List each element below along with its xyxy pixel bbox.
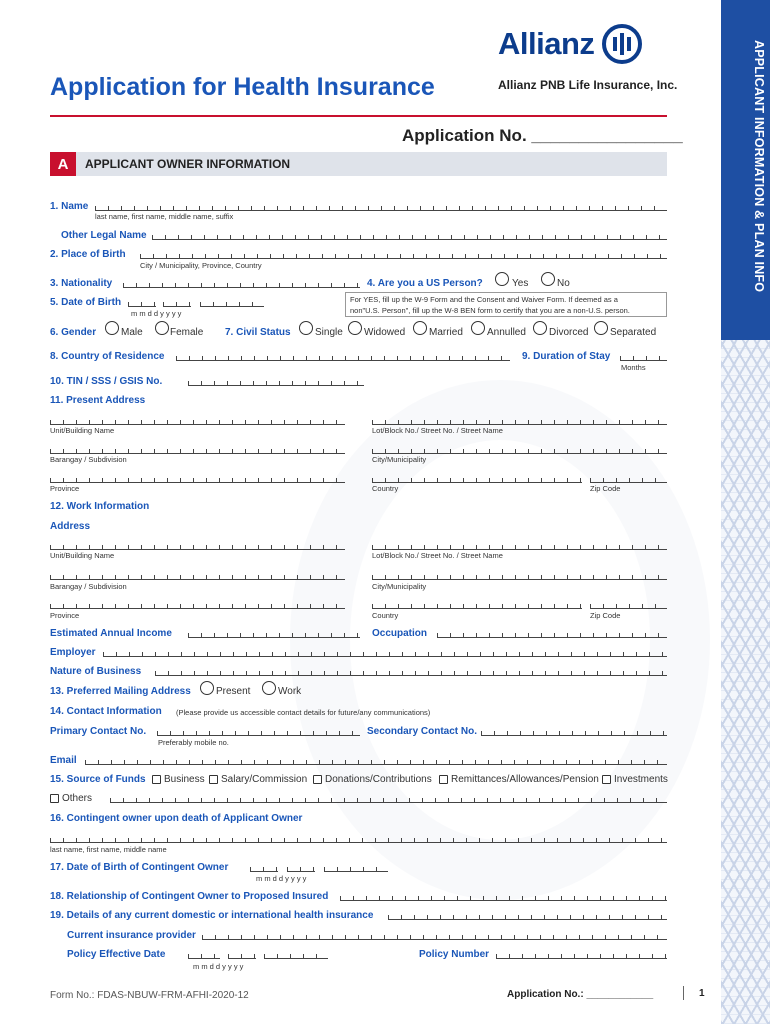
footer-divider [683, 986, 684, 1000]
annual-income-label: Estimated Annual Income [50, 628, 172, 639]
funds-business-label: Business [164, 774, 205, 785]
mailing-present-radio[interactable] [200, 681, 214, 695]
contact-info-label: 14. Contact Information [50, 706, 162, 717]
email-label: Email [50, 755, 77, 766]
other-insurance-input[interactable] [388, 912, 667, 920]
contingent-owner-label: 16. Contingent owner upon death of Applicant Owner [50, 813, 303, 824]
place-of-birth-hint: City / Municipality, Province, Country [140, 261, 262, 270]
tin-label: 10. TIN / SSS / GSIS No. [50, 376, 163, 387]
mailing-work-radio[interactable] [262, 681, 276, 695]
present-barangay-input[interactable] [50, 446, 345, 454]
secondary-contact-input[interactable] [481, 728, 667, 736]
employer-label: Employer [50, 647, 96, 658]
policy-effective-date-label: Policy Effective Date [67, 949, 166, 960]
primary-contact-input[interactable] [157, 728, 360, 736]
country-of-residence-label: 8. Country of Residence [50, 351, 165, 362]
other-legal-name-input[interactable] [152, 232, 667, 240]
work-province-hint: Province [50, 611, 80, 620]
work-zip-hint: Zip Code [590, 611, 621, 620]
civil-divorced-label: Divorced [549, 327, 589, 338]
place-of-birth-label: 2. Place of Birth [50, 249, 126, 260]
present-country-hint: Country [372, 484, 399, 493]
funds-others-label: Others [62, 793, 93, 804]
funds-investments-label: Investments [614, 774, 668, 785]
dob-day-input[interactable] [163, 299, 191, 307]
side-band-pattern [721, 340, 770, 1024]
work-province-input[interactable] [50, 601, 345, 609]
funds-salary-label: Salary/Commission [221, 774, 308, 785]
funds-salary-checkbox[interactable] [209, 775, 218, 784]
contingent-owner-hint: last name, first name, middle name [50, 845, 167, 854]
relationship-label: 18. Relationship of Contingent Owner to Proposed Insured [50, 891, 329, 902]
civil-widowed-radio[interactable] [348, 321, 362, 335]
work-barangay-hint: Barangay / Subdivision [50, 582, 127, 591]
us-person-no-radio[interactable] [541, 272, 555, 286]
footer-application-number: Application No.: ____________ [507, 989, 654, 1000]
civil-separated-radio[interactable] [594, 321, 608, 335]
gender-male-radio[interactable] [105, 321, 119, 335]
dob-hint: m m d d y y y y [131, 309, 182, 318]
nationality-input[interactable] [123, 280, 360, 288]
funds-others-checkbox[interactable] [50, 794, 59, 803]
relationship-input[interactable] [340, 893, 667, 901]
civil-married-radio[interactable] [413, 321, 427, 335]
occupation-input[interactable] [437, 630, 667, 638]
present-province-input[interactable] [50, 475, 345, 483]
policy-number-input[interactable] [496, 951, 667, 959]
present-barangay-hint: Barangay / Subdivision [50, 455, 127, 464]
secondary-contact-label: Secondary Contact No. [367, 726, 478, 737]
civil-status-label: 7. Civil Status [225, 327, 291, 338]
work-info-label: 12. Work Information [50, 501, 150, 512]
section-title: APPLICANT OWNER INFORMATION [85, 157, 291, 171]
us-person-note-line1: For YES, fill up the W-9 Form and the Consent and Waiver Form. If deemed as a [350, 295, 618, 304]
header-divider [50, 115, 667, 117]
name-input[interactable] [95, 203, 667, 211]
date-of-birth-label: 5. Date of Birth [50, 297, 122, 308]
duration-of-stay-input[interactable] [620, 353, 667, 361]
funds-remittances-checkbox[interactable] [439, 775, 448, 784]
other-legal-name-label: Other Legal Name [61, 230, 147, 241]
contingent-dob-hint: m m d d y y y y [256, 874, 307, 883]
contingent-dob-year-input[interactable] [324, 864, 388, 872]
name-hint: last name, first name, middle name, suffix [95, 212, 234, 221]
source-of-funds-label: 15. Source of Funds [50, 774, 146, 785]
policy-date-hint: m m d d y y y y [193, 962, 244, 971]
primary-contact-label: Primary Contact No. [50, 726, 147, 737]
present-country-input[interactable] [372, 475, 582, 483]
application-number: Application No. ________________ [402, 126, 683, 145]
present-unit-input[interactable] [50, 417, 345, 425]
civil-divorced-radio[interactable] [533, 321, 547, 335]
section-letter: A [50, 152, 76, 176]
section-header [50, 152, 667, 176]
contingent-dob-label: 17. Date of Birth of Contingent Owner [50, 862, 229, 873]
logo-text: Allianz [498, 26, 595, 61]
work-country-input[interactable] [372, 601, 582, 609]
civil-single-radio[interactable] [299, 321, 313, 335]
present-city-hint: City/Municipality [372, 455, 427, 464]
present-zip-input[interactable] [590, 475, 667, 483]
civil-married-label: Married [429, 327, 463, 338]
present-unit-hint: Unit/Building Name [50, 426, 115, 435]
tin-input[interactable] [188, 378, 364, 386]
policy-number-label: Policy Number [419, 949, 490, 960]
funds-remittances-label: Remittances/Allowances/Pension [451, 774, 599, 785]
civil-annulled-radio[interactable] [471, 321, 485, 335]
work-address-label: Address [50, 521, 91, 532]
dob-year-input[interactable] [200, 299, 264, 307]
gender-male-label: Male [121, 327, 143, 338]
duration-of-stay-label: 9. Duration of Stay [522, 351, 611, 362]
contingent-dob-month-input[interactable] [250, 864, 278, 872]
form-number: Form No.: FDAS-NBUW-FRM-AFHI-2020-12 [50, 990, 249, 1001]
gender-female-radio[interactable] [155, 321, 169, 335]
nature-of-business-input[interactable] [155, 668, 667, 676]
country-of-residence-input[interactable] [176, 353, 510, 361]
allianz-eagle-icon [602, 24, 642, 64]
current-provider-label: Current insurance provider [67, 930, 196, 941]
present-address-label: 11. Present Address [50, 395, 146, 406]
policy-date-month-input[interactable] [188, 951, 220, 959]
us-person-note [345, 292, 667, 317]
civil-annulled-label: Annulled [487, 327, 526, 338]
side-band-header [721, 0, 770, 340]
work-zip-input[interactable] [590, 601, 667, 609]
contact-info-note: (Please provide us accessible contact details for future/any communications) [176, 708, 431, 717]
policy-date-day-input[interactable] [228, 951, 256, 959]
mailing-present-label: Present [216, 686, 251, 697]
present-zip-hint: Zip Code [590, 484, 621, 493]
page-title: Application for Health Insurance [50, 73, 435, 101]
annual-income-input[interactable] [188, 630, 360, 638]
email-input[interactable] [85, 757, 667, 765]
name-label: 1. Name [50, 201, 89, 212]
side-band [721, 0, 770, 1024]
side-band-title: APPLICANT INFORMATION & PLAN INFO [752, 40, 766, 293]
mailing-work-label: Work [278, 686, 302, 697]
funds-others-input[interactable] [110, 795, 667, 803]
civil-widowed-label: Widowed [364, 327, 406, 338]
present-lot-hint: Lot/Block No./ Street No. / Street Name [372, 426, 503, 435]
contingent-dob-day-input[interactable] [287, 864, 315, 872]
nationality-label: 3. Nationality [50, 278, 113, 289]
us-person-note-line2: non"U.S. Person", fill up the W-8 BEN form to certify that you are a non-U.S. person. [350, 306, 630, 315]
gender-label: 6. Gender [50, 327, 97, 338]
current-provider-input[interactable] [202, 932, 667, 940]
work-city-input[interactable] [372, 572, 667, 580]
work-country-hint: Country [372, 611, 399, 620]
primary-contact-hint: Preferably mobile no. [158, 738, 229, 747]
allianz-watermark [290, 380, 710, 900]
work-barangay-input[interactable] [50, 572, 345, 580]
work-lot-input[interactable] [372, 542, 667, 550]
gender-female-label: Female [170, 327, 204, 338]
place-of-birth-input[interactable] [140, 251, 667, 259]
work-unit-hint: Unit/Building Name [50, 551, 115, 560]
other-insurance-label: 19. Details of any current domestic or international health insurance [50, 910, 374, 921]
us-person-label: 4. Are you a US Person? [367, 278, 483, 289]
work-city-hint: City/Municipality [372, 582, 427, 591]
nature-of-business-label: Nature of Business [50, 666, 142, 677]
us-person-no-label: No [557, 278, 570, 289]
occupation-label: Occupation [372, 628, 428, 639]
civil-single-label: Single [315, 327, 343, 338]
present-city-input[interactable] [372, 446, 667, 454]
mailing-address-label: 13. Preferred Mailing Address [50, 686, 191, 697]
dob-month-input[interactable] [128, 299, 156, 307]
page-number: 1 [699, 988, 705, 999]
policy-date-year-input[interactable] [264, 951, 328, 959]
funds-donations-label: Donations/Contributions [325, 774, 432, 785]
funds-business-checkbox[interactable] [152, 775, 161, 784]
present-province-hint: Province [50, 484, 80, 493]
work-lot-hint: Lot/Block No./ Street No. / Street Name [372, 551, 503, 560]
civil-separated-label: Separated [610, 327, 657, 338]
us-person-yes-label: Yes [512, 278, 529, 289]
funds-donations-checkbox[interactable] [313, 775, 322, 784]
company-name: Allianz PNB Life Insurance, Inc. [498, 78, 678, 92]
months-hint: Months [621, 363, 646, 372]
employer-input[interactable] [103, 649, 667, 657]
work-unit-input[interactable] [50, 542, 345, 550]
contingent-owner-input[interactable] [50, 835, 667, 843]
funds-investments-checkbox[interactable] [602, 775, 611, 784]
allianz-logo [498, 24, 642, 64]
present-lot-input[interactable] [372, 417, 667, 425]
us-person-yes-radio[interactable] [495, 272, 509, 286]
